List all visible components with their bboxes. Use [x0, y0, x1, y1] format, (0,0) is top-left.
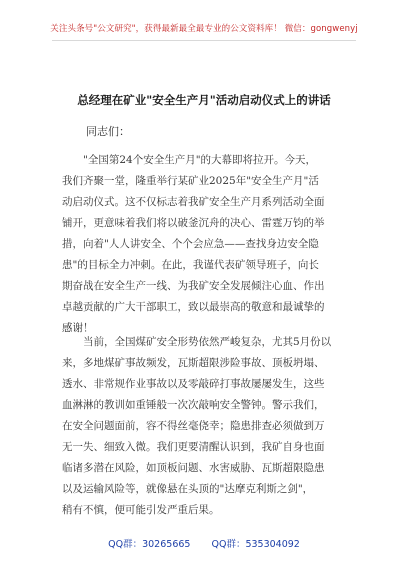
document-title: 总经理在矿业"安全生产月"活动启动仪式上的讲话 [77, 93, 331, 107]
paragraph-line: 感谢！ [62, 322, 94, 334]
header-banner: 关注头条号"公文研究"，获得最新最全最专业的公文资料库！ 微信：gongwenyj [50, 24, 358, 34]
paragraph-line: 措，向着"人人讲安全、个个会应急——查找身边安全隐 [62, 238, 319, 250]
paragraph-1 [62, 150, 346, 339]
paragraph-line: 以及运输风险等，就像悬在头顶的"达摩克利斯之剑"， [62, 483, 314, 495]
greeting: 同志们： [86, 125, 130, 138]
footer [0, 536, 408, 550]
paragraph-line: 当前，全国煤矿安全形势依然严峻复杂，尤其5月份以 [83, 336, 332, 348]
paragraph-line: 稍有不慎，便可能引发严重后果。 [62, 504, 220, 516]
qq-group-1: QQ群：30265665 [108, 539, 191, 550]
paragraph-line: 在安全问题面前，容不得丝毫侥幸；隐患排查必须做到万 [62, 420, 325, 432]
paragraph-line: 患"的目标全力冲刺。在此，我谨代表矿领导班子，向长 [62, 259, 319, 271]
paragraph-line: "全国第24个安全生产月"的大幕即将拉开。今天， [83, 154, 317, 166]
qq-group-2: QQ群：535304092 [211, 539, 300, 550]
paragraph-line: 动启动仪式。这不仅标志着我矿安全生产月系列活动全面 [62, 196, 325, 208]
paragraph-2 [62, 332, 346, 521]
paragraph-line: 来，多地煤矿事故频发，瓦斯超限涉险事故、顶板坍塌、 [62, 357, 325, 369]
paragraph-line: 期奋战在安全生产一线、为我矿安全发展倾注心血、作出 [62, 280, 325, 292]
paragraph-line: 血淋淋的教训如重锤般一次次敲响安全警钟。警示我们， [62, 399, 325, 411]
paragraph-line: 铺开，更意味着我们将以破釜沉舟的决心、雷霆万钧的举 [62, 217, 325, 229]
paragraph-line: 我们齐聚一堂，隆重举行某矿业2025年"安全生产月"活 [62, 175, 319, 187]
paragraph-line: 透水、非常规作业事故以及零敲碎打事故屡屡发生，这些 [62, 378, 325, 390]
paragraph-line: 无一失、细致入微。我们更要清醒认识到，我矿自身也面 [62, 441, 325, 453]
paragraph-line: 卓越贡献的广大干部职工，致以最崇高的敬意和最诚挚的 [62, 301, 325, 313]
paragraph-line: 临诸多潜在风险，如顶板问题、水害威胁、瓦斯超限隐患 [62, 462, 325, 474]
header-divider [52, 40, 356, 41]
